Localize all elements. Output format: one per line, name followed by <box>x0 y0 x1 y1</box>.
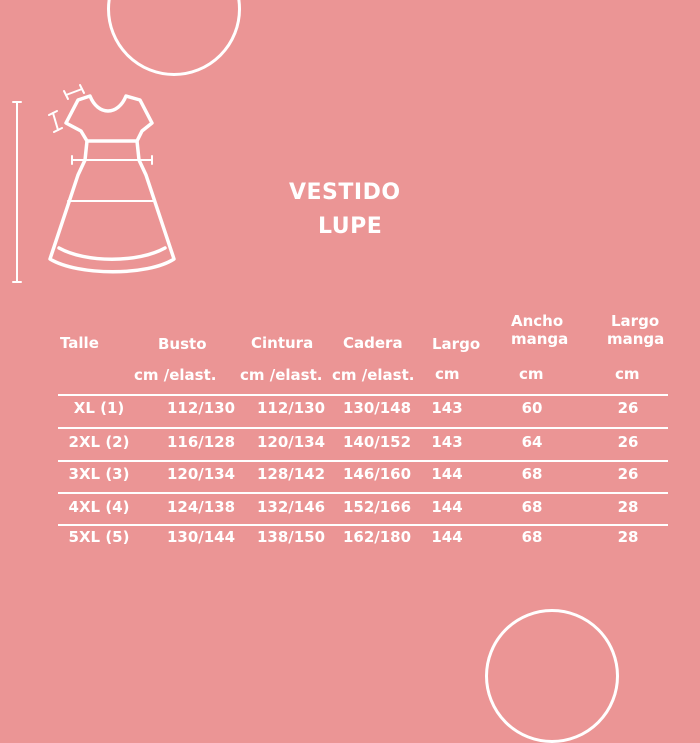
table-cell-busto: 120/134 <box>166 465 236 483</box>
row-divider <box>58 460 668 462</box>
table-cell-ancho-manga: 64 <box>521 433 543 451</box>
table-cell-cintura: 128/142 <box>256 465 326 483</box>
unit-largo-manga: cm <box>615 365 640 383</box>
dress-illustration-icon <box>8 80 183 290</box>
header-largo: Largo <box>432 335 481 353</box>
decorative-circle-bottom <box>485 609 619 743</box>
table-cell-talle: 3XL (3) <box>68 465 130 483</box>
header-ancho-manga-line2: manga <box>511 330 569 348</box>
header-cintura: Cintura <box>251 334 314 352</box>
table-cell-cadera: 146/160 <box>342 465 412 483</box>
table-cell-cintura: 112/130 <box>256 399 326 417</box>
table-cell-largo: 144 <box>431 528 463 546</box>
decorative-circle-top <box>107 0 241 76</box>
table-cell-talle: 2XL (2) <box>68 433 130 451</box>
table-cell-ancho-manga: 68 <box>521 528 543 546</box>
table-cell-cintura: 120/134 <box>256 433 326 451</box>
table-cell-largo: 144 <box>431 465 463 483</box>
table-cell-largo-manga: 28 <box>617 528 639 546</box>
header-largo-manga-line1: Largo <box>611 312 660 330</box>
row-divider <box>58 427 668 429</box>
product-subtitle: LUPE <box>318 214 383 239</box>
table-cell-cintura: 138/150 <box>256 528 326 546</box>
unit-ancho-manga: cm <box>519 365 544 383</box>
unit-busto: cm /elast. <box>134 366 217 384</box>
header-ancho-manga-line1: Ancho <box>511 312 564 330</box>
row-divider <box>58 524 668 526</box>
table-cell-cadera: 162/180 <box>342 528 412 546</box>
table-cell-ancho-manga: 60 <box>521 399 543 417</box>
unit-largo: cm <box>435 365 460 383</box>
table-cell-largo: 143 <box>431 399 463 417</box>
table-cell-cadera: 152/166 <box>342 498 412 516</box>
table-cell-talle: XL (1) <box>73 399 125 417</box>
table-cell-busto: 130/144 <box>166 528 236 546</box>
unit-cadera: cm /elast. <box>332 366 415 384</box>
table-cell-busto: 112/130 <box>166 399 236 417</box>
table-cell-largo: 143 <box>431 433 463 451</box>
table-cell-largo-manga: 26 <box>617 399 639 417</box>
row-divider <box>58 394 668 396</box>
product-title: VESTIDO <box>289 180 401 205</box>
header-cadera: Cadera <box>343 334 403 352</box>
table-cell-cadera: 130/148 <box>342 399 412 417</box>
table-cell-cintura: 132/146 <box>256 498 326 516</box>
table-cell-ancho-manga: 68 <box>521 498 543 516</box>
table-cell-largo-manga: 26 <box>617 465 639 483</box>
table-cell-busto: 116/128 <box>166 433 236 451</box>
table-cell-largo-manga: 28 <box>617 498 639 516</box>
header-largo-manga-line2: manga <box>607 330 665 348</box>
row-divider <box>58 492 668 494</box>
unit-cintura: cm /elast. <box>240 366 323 384</box>
table-cell-ancho-manga: 68 <box>521 465 543 483</box>
table-cell-largo: 144 <box>431 498 463 516</box>
table-cell-cadera: 140/152 <box>342 433 412 451</box>
table-cell-talle: 5XL (5) <box>68 528 130 546</box>
table-cell-largo-manga: 26 <box>617 433 639 451</box>
header-busto: Busto <box>158 335 207 353</box>
table-cell-talle: 4XL (4) <box>68 498 130 516</box>
table-cell-busto: 124/138 <box>166 498 236 516</box>
header-talle: Talle <box>60 334 99 352</box>
